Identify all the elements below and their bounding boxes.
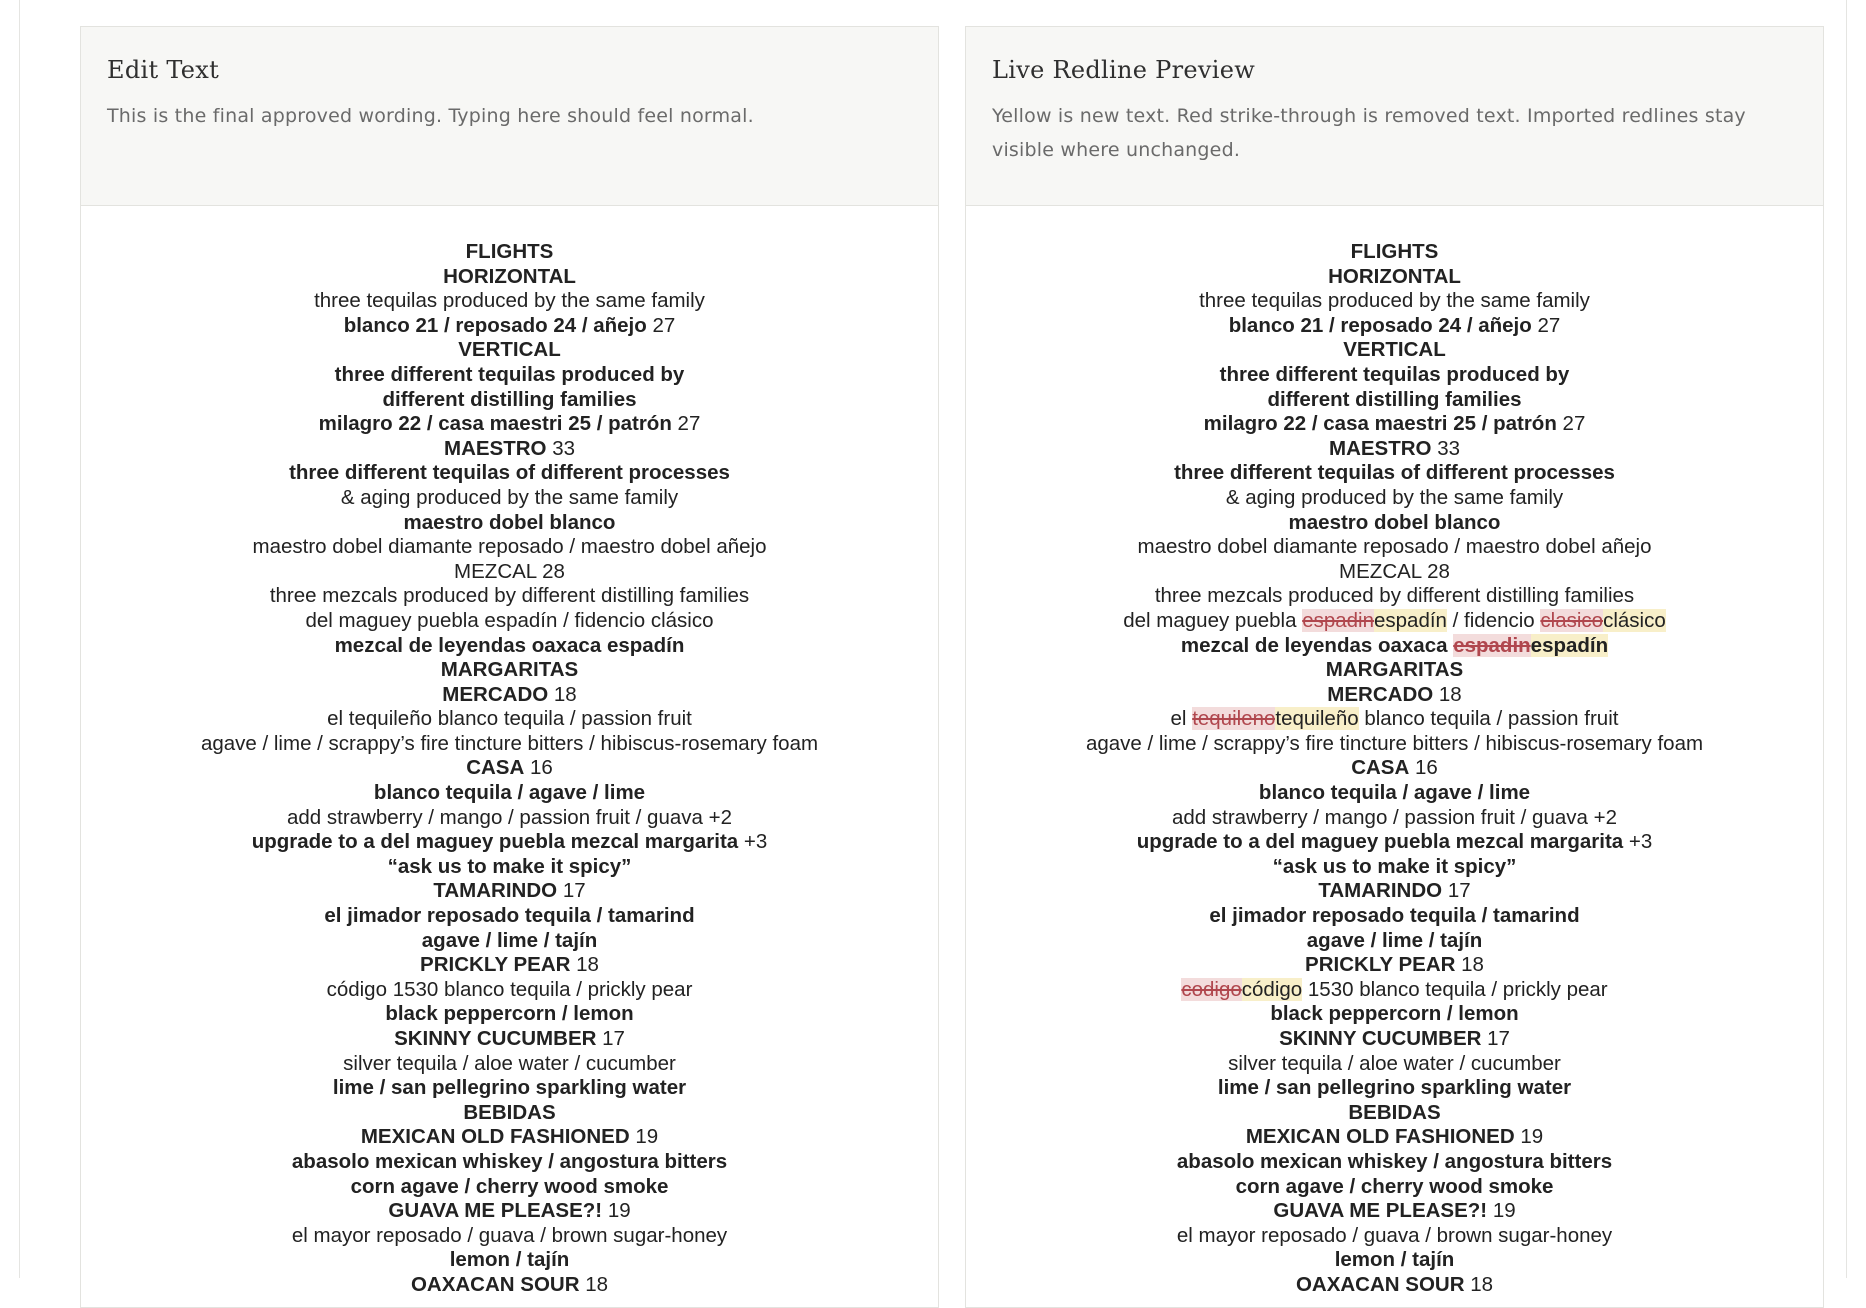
text-segment: 18 <box>1455 953 1484 977</box>
text-segment: VERTICAL <box>458 338 561 362</box>
preview-text-line <box>966 1224 1823 1249</box>
edit-text-line <box>81 338 938 363</box>
edit-text-line <box>81 879 938 904</box>
text-segment: FLIGHTS <box>1350 240 1439 263</box>
text-segment: 17 <box>596 1027 625 1050</box>
text-segment: CASA <box>1351 756 1410 780</box>
text-segment: el mayor reposado / guava / brown sugar-honey <box>291 1223 728 1247</box>
text-segment: upgrade to a del maguey puebla mezcal margarita <box>251 830 739 854</box>
text-segment: el <box>1170 707 1193 731</box>
preview-text-line <box>966 756 1823 781</box>
edit-text-line <box>81 314 938 339</box>
text-segment: different distilling families <box>382 387 637 411</box>
text-segment: 17 <box>1481 1027 1510 1050</box>
text-segment: maestro dobel diamante reposado / maestro dobel añejo <box>1137 535 1652 559</box>
preview-text-line <box>966 535 1823 560</box>
preview-text-line <box>966 953 1823 978</box>
text-segment: 16 <box>1409 756 1438 780</box>
deleted-text: tequileno <box>1192 707 1276 731</box>
preview-text-line <box>966 609 1823 634</box>
text-segment: three different tequilas produced by <box>1219 362 1570 386</box>
text-segment: lime / san pellegrino sparkling water <box>332 1076 687 1100</box>
text-segment: blanco tequila / agave / lime <box>1258 781 1531 805</box>
edit-text-line <box>81 1199 938 1224</box>
edit-text-line <box>81 412 938 437</box>
edit-text-line <box>81 437 938 462</box>
text-segment: 18 <box>548 682 577 706</box>
edit-text-line <box>81 1273 938 1298</box>
text-segment: blanco 21 / reposado 24 / añejo <box>343 313 647 337</box>
preview-text-line <box>966 904 1823 929</box>
text-segment: OAXACAN SOUR <box>410 1272 580 1296</box>
edit-text-line <box>81 1125 938 1150</box>
editor-page <box>19 0 1847 1296</box>
text-segment: 27 <box>646 313 676 337</box>
text-segment: PRICKLY PEAR <box>420 953 571 977</box>
edit-text-line <box>81 265 938 290</box>
text-segment: three different tequilas of different processes <box>289 461 730 485</box>
deleted-text: espadin <box>1453 633 1531 657</box>
preview-text-line <box>966 1002 1823 1027</box>
edit-text-line <box>81 240 938 265</box>
text-segment: three mezcals produced by different distilling families <box>269 584 750 608</box>
text-segment: MEZCAL 28 <box>1339 559 1450 583</box>
text-segment: mezcal de leyendas oaxaca <box>334 633 607 657</box>
text-segment: milagro 22 / casa maestri 25 / patrón <box>318 412 672 436</box>
text-segment: abasolo mexican whiskey / angostura bitters <box>291 1149 728 1173</box>
preview-text-line <box>966 437 1823 462</box>
text-segment: del maguey puebla <box>1123 608 1303 632</box>
text-segment: GUAVA ME PLEASE?! <box>388 1199 603 1223</box>
edit-text-line <box>81 806 938 831</box>
edit-text-panel <box>80 26 939 1308</box>
text-segment: HORIZONTAL <box>1328 264 1461 288</box>
text-segment: & aging produced by the same family <box>340 485 679 509</box>
preview-text-line <box>966 1150 1823 1175</box>
text-segment: black peppercorn / lemon <box>1270 1002 1519 1026</box>
edit-text-line <box>81 1002 938 1027</box>
inserted-text: clásico <box>1603 608 1666 632</box>
text-segment: SKINNY CUCUMBER <box>1279 1027 1482 1050</box>
preview-text-line <box>966 634 1823 659</box>
text-segment: 18 <box>579 1272 609 1296</box>
text-segment: MEZCAL 28 <box>454 559 565 583</box>
text-segment: del maguey puebla <box>305 608 485 632</box>
text-segment: SKINNY CUCUMBER <box>394 1027 597 1050</box>
edit-text-line <box>81 1052 938 1077</box>
text-segment: VERTICAL <box>1343 338 1446 362</box>
text-segment: add strawberry / mango / passion fruit / guava +2 <box>287 805 732 829</box>
preview-text-line <box>966 584 1823 609</box>
text-segment: MARGARITAS <box>440 658 579 682</box>
text-segment: MEXICAN OLD FASHIONED <box>360 1125 630 1149</box>
preview-text-line <box>966 1248 1823 1273</box>
preview-text-line <box>966 732 1823 757</box>
text-segment: agave / lime / tajín <box>421 928 598 952</box>
text-segment: 19 <box>1487 1199 1516 1223</box>
text-segment: el jimador reposado tequila / tamarind <box>1209 904 1580 928</box>
text-segment: +3 <box>738 830 768 854</box>
inserted-text: tequileño <box>1275 707 1359 731</box>
text-segment: maestro dobel blanco <box>1288 510 1501 534</box>
edit-text-line <box>81 535 938 560</box>
preview-text-line <box>966 781 1823 806</box>
edit-text-line <box>81 584 938 609</box>
text-segment: MAESTRO <box>444 436 547 460</box>
text-segment: BEBIDAS <box>463 1100 556 1124</box>
text-segment: 1530 blanco tequila / prickly pear <box>1302 977 1608 1001</box>
preview-text-line <box>966 511 1823 536</box>
text-segment: CASA <box>466 756 525 780</box>
text-segment: PRICKLY PEAR <box>1305 953 1456 977</box>
text-segment: BEBIDAS <box>1348 1100 1441 1124</box>
edit-text-line <box>81 388 938 413</box>
preview-text-line <box>966 1052 1823 1077</box>
text-segment: +3 <box>1623 830 1653 854</box>
text-segment: “ask us to make it spicy” <box>1272 854 1517 878</box>
text-segment: agave / lime / tajín <box>1306 928 1483 952</box>
text-segment: 27 <box>671 412 701 436</box>
preview-text-line <box>966 363 1823 388</box>
edit-text-line <box>81 830 938 855</box>
text-segment: 19 <box>602 1199 631 1223</box>
text-segment: three tequilas produced by the same family <box>314 289 705 313</box>
edit-text-line <box>81 855 938 880</box>
edit-text-line <box>81 1076 938 1101</box>
text-segment: add strawberry / mango / passion fruit / guava +2 <box>1172 805 1617 829</box>
preview-text-line <box>966 388 1823 413</box>
preview-text-line <box>966 830 1823 855</box>
text-segment: “ask us to make it spicy” <box>387 854 632 878</box>
text-segment: 19 <box>629 1125 659 1149</box>
preview-text-line <box>966 929 1823 954</box>
edit-text-line <box>81 1224 938 1249</box>
text-segment: TAMARINDO <box>1318 879 1443 903</box>
preview-text-line <box>966 1175 1823 1200</box>
text-segment: / fidencio <box>557 608 651 632</box>
text-segment: blanco tequila / passion fruit <box>432 707 692 731</box>
text-segment: black peppercorn / lemon <box>385 1002 634 1026</box>
edit-text-line <box>81 634 938 659</box>
edit-panel-header <box>81 27 938 206</box>
text-segment: abasolo mexican whiskey / angostura bitters <box>1176 1149 1613 1173</box>
preview-text-line <box>966 1125 1823 1150</box>
text-segment: three different tequilas of different processes <box>1174 461 1615 485</box>
text-segment: MAESTRO <box>1329 436 1432 460</box>
text-segment: HORIZONTAL <box>443 264 576 288</box>
text-segment: MARGARITAS <box>1325 658 1464 682</box>
text-segment: three different tequilas produced by <box>334 362 685 386</box>
text-segment: mezcal de leyendas oaxaca <box>1180 633 1454 657</box>
text-segment: three tequilas produced by the same family <box>1199 289 1590 313</box>
text-segment: milagro 22 / casa maestri 25 / patrón <box>1203 412 1557 436</box>
preview-text-line <box>966 265 1823 290</box>
preview-text-line <box>966 658 1823 683</box>
text-segment: MERCADO <box>1327 682 1434 706</box>
text-segment: GUAVA ME PLEASE?! <box>1273 1199 1488 1223</box>
text-segment: blanco tequila / agave / lime <box>373 781 646 805</box>
edit-text-line <box>81 658 938 683</box>
deleted-text: espadin <box>1302 608 1374 632</box>
text-segment: blanco 21 / reposado 24 / añejo <box>1228 313 1532 337</box>
preview-text-line <box>966 879 1823 904</box>
preview-text-line <box>966 412 1823 437</box>
text-segment: & aging produced by the same family <box>1225 485 1564 509</box>
edit-text-line <box>81 1150 938 1175</box>
preview-panel-header <box>966 27 1823 206</box>
edit-panel-title: Edit Text <box>107 56 220 84</box>
text-segment: different distilling families <box>1267 387 1522 411</box>
inserted-text: código <box>1241 977 1303 1001</box>
deleted-text: codigo <box>1181 977 1242 1001</box>
text-segment: espadín <box>606 633 685 657</box>
edit-text-line <box>81 289 938 314</box>
preview-panel-description: Yellow is new text. Red strike-through is removed text. Imported redlines stay visible where unchanged. <box>992 105 1746 161</box>
edit-text-line <box>81 511 938 536</box>
edit-text-line <box>81 486 938 511</box>
edit-text-line <box>81 1175 938 1200</box>
text-segment: 18 <box>1464 1272 1494 1296</box>
text-segment: / fidencio <box>1446 608 1541 632</box>
text-segment: el mayor reposado / guava / brown sugar-honey <box>1176 1223 1613 1247</box>
text-segment: agave / lime / scrappy’s fire tincture bitters / hibiscus-rosemary foam <box>200 731 819 755</box>
edit-panel-description: This is the final approved wording. Typing here should feel normal. <box>107 105 754 127</box>
text-segment: el jimador reposado tequila / tamarind <box>324 904 695 928</box>
preview-text-line <box>966 683 1823 708</box>
preview-text-line <box>966 1076 1823 1101</box>
text-segment: tequileño <box>348 707 433 731</box>
preview-text-line <box>966 978 1823 1003</box>
edit-text-line <box>81 1101 938 1126</box>
edit-text-area[interactable] <box>81 206 938 1298</box>
text-segment: 27 <box>1556 412 1586 436</box>
redline-preview-content <box>966 206 1823 1298</box>
preview-text-line <box>966 461 1823 486</box>
preview-panel-title: Live Redline Preview <box>992 56 1256 84</box>
edit-text-line <box>81 683 938 708</box>
text-segment: 33 <box>1431 436 1460 460</box>
preview-text-line <box>966 560 1823 585</box>
preview-text-line <box>966 486 1823 511</box>
inserted-text: espadín <box>1374 608 1447 632</box>
live-redline-preview-panel <box>965 26 1824 1308</box>
text-segment: silver tequila / aloe water / cucumber <box>343 1051 676 1075</box>
edit-text-line <box>81 1027 938 1052</box>
preview-text-line <box>966 1101 1823 1126</box>
edit-text-line <box>81 781 938 806</box>
edit-text-line <box>81 953 938 978</box>
text-segment: corn agave / cherry wood smoke <box>1235 1174 1554 1198</box>
preview-text-line <box>966 240 1823 265</box>
edit-text-line <box>81 978 938 1003</box>
text-segment: agave / lime / scrappy’s fire tincture bitters / hibiscus-rosemary foam <box>1085 731 1704 755</box>
preview-text-line <box>966 338 1823 363</box>
edit-text-line <box>81 707 938 732</box>
text-segment: lemon / tajín <box>449 1248 570 1272</box>
edit-text-line <box>81 929 938 954</box>
edit-text-line <box>81 904 938 929</box>
preview-text-line <box>966 1199 1823 1224</box>
edit-text-line <box>81 609 938 634</box>
text-segment: código <box>326 977 387 1001</box>
deleted-text: clasico <box>1540 608 1604 632</box>
text-segment: 17 <box>557 879 586 903</box>
edit-text-line <box>81 732 938 757</box>
preview-text-line <box>966 1027 1823 1052</box>
text-segment: silver tequila / aloe water / cucumber <box>1228 1051 1561 1075</box>
text-segment: el <box>327 707 349 731</box>
text-segment: 18 <box>1433 682 1462 706</box>
preview-text-line <box>966 1273 1823 1298</box>
text-segment: three mezcals produced by different distilling families <box>1154 584 1635 608</box>
edit-text-line <box>81 1248 938 1273</box>
text-segment: clásico <box>650 608 714 632</box>
text-segment: lime / san pellegrino sparkling water <box>1217 1076 1572 1100</box>
text-segment: lemon / tajín <box>1334 1248 1455 1272</box>
text-segment: espadín <box>484 608 558 632</box>
preview-text-line <box>966 707 1823 732</box>
text-segment: 18 <box>570 953 599 977</box>
preview-text-line <box>966 314 1823 339</box>
text-segment: 1530 blanco tequila / prickly pear <box>387 977 693 1001</box>
text-segment: 16 <box>524 756 553 780</box>
text-segment: maestro dobel diamante reposado / maestro dobel añejo <box>252 535 767 559</box>
edit-text-line <box>81 461 938 486</box>
preview-text-line <box>966 806 1823 831</box>
text-segment: corn agave / cherry wood smoke <box>350 1174 669 1198</box>
text-segment: FLIGHTS <box>465 240 554 263</box>
text-segment: MEXICAN OLD FASHIONED <box>1245 1125 1515 1149</box>
text-segment: 27 <box>1531 313 1561 337</box>
text-segment: 17 <box>1442 879 1471 903</box>
edit-text-line <box>81 756 938 781</box>
preview-text-line <box>966 855 1823 880</box>
text-segment: OAXACAN SOUR <box>1295 1272 1465 1296</box>
text-segment: blanco tequila / passion fruit <box>1358 707 1619 731</box>
edit-text-line <box>81 363 938 388</box>
text-segment: maestro dobel blanco <box>403 510 616 534</box>
text-segment: 33 <box>546 436 575 460</box>
preview-text-line <box>966 289 1823 314</box>
text-segment: 19 <box>1514 1125 1544 1149</box>
inserted-text: espadín <box>1530 633 1609 657</box>
text-segment: upgrade to a del maguey puebla mezcal margarita <box>1136 830 1624 854</box>
edit-text-line <box>81 560 938 585</box>
text-segment: TAMARINDO <box>433 879 558 903</box>
text-segment: MERCADO <box>442 682 549 706</box>
